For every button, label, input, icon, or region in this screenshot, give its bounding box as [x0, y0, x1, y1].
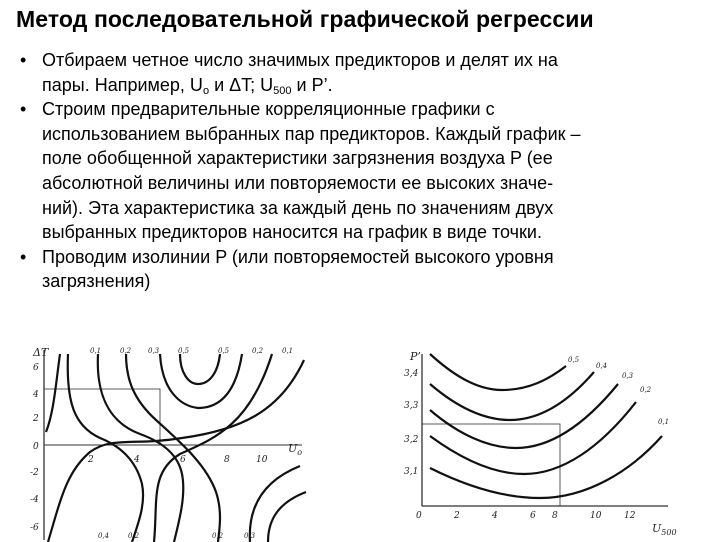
y-tick-label: 6 — [33, 363, 39, 373]
y-tick-label: 3,2 — [404, 435, 419, 445]
bullet-3-line: загрязнения) — [42, 271, 151, 292]
isoline-label: 0,2 — [120, 347, 132, 355]
isoline-label: 0,1 — [658, 418, 670, 426]
isoline-label: 0,2 — [212, 532, 224, 540]
isoline-label: 0,3 — [244, 532, 256, 540]
bullet-2-line: абсолютной величины или повторяемости ее высоких значе- — [42, 172, 554, 193]
bullet-2-line: поле обобщенной характеристики загрязнения воздуха P (ее — [42, 148, 553, 169]
isoline-label: 0,2 — [252, 347, 264, 355]
x-tick-label: 10 — [590, 511, 602, 521]
bullet-1-line-2: пары. Например, $U_о$ и ΔT; $U_{500}$ и P’. — [42, 74, 333, 97]
x-tick-label: 6 — [180, 455, 186, 465]
bullet-2-line: использованием выбранных пар предикторов. Каждый график – — [42, 123, 581, 144]
x-tick-label: 0 — [416, 511, 422, 521]
bullet-list — [20, 48, 710, 294]
right-y-axis-label: P’ — [410, 350, 421, 363]
x-tick-label: 8 — [224, 455, 230, 465]
x-tick-label: 6 — [530, 511, 536, 521]
y-tick-label: 2 — [33, 414, 39, 424]
bullet-item-predictors — [20, 48, 710, 97]
x-tick-label: 2 — [88, 455, 94, 465]
right-curve-labels — [568, 356, 669, 426]
bullet-3-line: Проводим изолинии P (или повторяемостей высокого уровня — [42, 246, 554, 267]
y-tick-label: -4 — [30, 495, 39, 505]
bullet-2-line: Строим предварительные корреляционные графики с — [42, 99, 495, 120]
isoline-label: 0,5 — [178, 347, 190, 355]
bullet-item-isolines — [20, 245, 710, 294]
y-tick-label: 3,1 — [404, 467, 419, 477]
left-y-axis-label: ΔT — [33, 346, 49, 359]
isoline-label: 0,4 — [596, 362, 608, 370]
bullet-dot-icon: • — [20, 99, 27, 120]
y-tick-label: 0 — [33, 442, 39, 452]
isoline-label: 0,1 — [90, 347, 102, 355]
bullet-2-line: ний). Эта характеристика за каждый день по значениям двух — [42, 197, 554, 218]
x-tick-label: 4 — [134, 455, 140, 465]
bullet-dot-icon: • — [20, 50, 27, 70]
isoline-label: 0,5 — [568, 356, 580, 364]
x-tick-label: 8 — [552, 511, 558, 521]
right-x-axis-label: $U_{500}$ — [652, 522, 677, 537]
left-x-axis-label: $U_o$ — [288, 442, 303, 457]
left-y-ticks — [30, 363, 39, 533]
left-isolines — [46, 354, 306, 542]
bullet-1-line-1: Отбираем четное число значимых предикторов и делят их на — [42, 50, 558, 70]
left-isoline-chart — [30, 342, 320, 542]
isoline-label: 0,5 — [218, 347, 230, 355]
isoline-label: 0,3 — [148, 347, 160, 355]
x-tick-label: 4 — [492, 511, 498, 521]
right-isoline-chart — [400, 340, 690, 540]
isoline-label: 0,4 — [98, 532, 110, 540]
bullet-2-line: выбранных предикторов наносится на график в виде точки. — [42, 222, 542, 243]
isoline-label: 0,2 — [640, 386, 652, 394]
x-tick-label: 12 — [624, 511, 636, 521]
left-top-labels — [90, 347, 293, 355]
y-tick-label: 3,4 — [404, 369, 419, 379]
isoline-label: 0,1 — [282, 347, 294, 355]
slide-title: Метод последовательной графической регрессии — [16, 6, 594, 32]
bullet-dot-icon: • — [20, 246, 27, 267]
bullet-item-graphs — [20, 97, 710, 245]
y-tick-label: -2 — [30, 468, 39, 478]
y-tick-label: 3,3 — [404, 401, 419, 411]
y-tick-label: -6 — [30, 523, 39, 533]
y-tick-label: 4 — [33, 390, 39, 400]
isoline-label: 0,2 — [128, 532, 140, 540]
x-tick-label: 10 — [256, 455, 268, 465]
right-y-ticks — [404, 369, 419, 477]
x-tick-label: 2 — [454, 511, 460, 521]
isoline-label: 0,3 — [622, 372, 634, 380]
right-x-ticks — [416, 511, 636, 521]
